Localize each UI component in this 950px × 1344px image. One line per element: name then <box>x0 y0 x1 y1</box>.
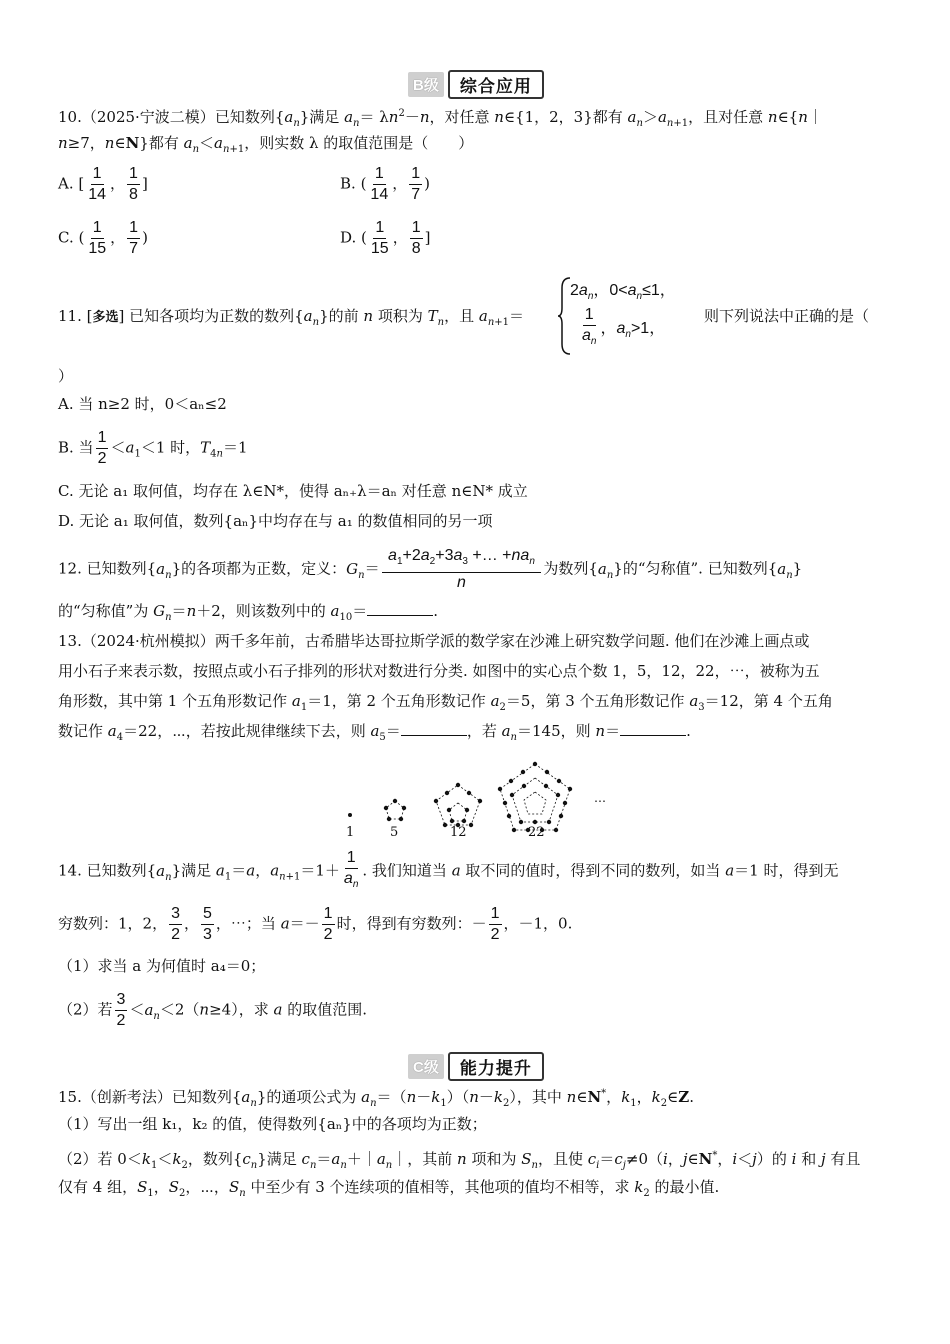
q15-line1: 15.（创新考法）已知数列$\{a_n\}$的通项公式为 $a_n=(n-k_1)(n-k_2)$，其中 n∈N*，$k_1$，$k_2\in Z$. <box>58 1088 694 1109</box>
q11-piece-1: $2a_n$，$0<a_n\le 1$， <box>570 282 676 303</box>
q12-line1: 12. 已知数列$\{a_n\}$的各项都为正数，定义：$G_n=$ $\frac{a_1+2a_2+3a_3 +\dots +na_n}{n}$ 为数列$\{a_n\}$的“匀称值”. 已知数列$\{a_n\}$ <box>58 547 803 592</box>
section-title: 综合应用 <box>448 70 544 99</box>
q11-option-b: B. 当 $\frac{1}{2}$ $<a_1<1$ 时，$T_{4n}=1$ <box>58 429 248 467</box>
q14-line1: 14. 已知数列$\{a_n\}$满足 $a_1=a$，$a_{n+1}=1+$ $\frac{1}{a_n}$ . 我们知道当 a 取不同的值时，得到不同的数列，如当 a＝1 时，得到无 <box>58 849 839 891</box>
section-title: 能力提升 <box>448 1052 544 1081</box>
figure-label-12: 12 <box>450 825 467 840</box>
figure-label-22: 22 <box>528 825 545 840</box>
q11-stem-end: 则下列说法中正确的是（ <box>704 307 870 325</box>
level-badge: C级 <box>408 1054 444 1079</box>
q13-line1: 13.（2024·杭州模拟）两千多年前，古希腊毕达哥拉斯学派的数学家在沙滩上研究数学问题. 他们在沙滩上画点或 <box>58 632 810 650</box>
q13-line3: 角形数，其中第 1 个五角形数记作 $a_1=1$，第 2 个五角形数记作 $a_2=5$，第 3 个五角形数记作 $a_3=12$，第 4 个五角 <box>58 692 833 713</box>
q11-piece-2: $\frac{1}{a_n}$ ，$a_n>1$， <box>582 306 666 348</box>
q11-option-c: C. 无论 a₁ 取何值，均存在 λ∈N*，使得 aₙ₊λ＝aₙ 对任意 n∈N* 成立 <box>58 482 528 500</box>
q10-line2: n≥7，n∈N}都有 $a_n<a_{n+1}$，则实数 λ 的取值范围是（ ） <box>58 134 474 155</box>
q11-close: ） <box>58 367 74 385</box>
q10-option-a: A. [ $\frac{1}{14}$ ， $\frac{1}{8}$ ] <box>58 165 148 203</box>
q15-part1: （1）写出一组 k₁，k₂ 的值，使得数列{aₙ}中的各项均为正数； <box>58 1115 487 1133</box>
q11-option-d: D. 无论 a₁ 取何值，数列{aₙ}中均存在与 a₁ 的数值相同的另一项 <box>58 512 493 530</box>
q10-option-c: C. ( $\frac{1}{15}$ ， $\frac{1}{7}$ ) <box>58 219 148 257</box>
q11-stem: 11. [多选] 已知各项均为正数的数列$\{a_n\}$的前 n 项积为 $T_n$，且 $a_{n+1}=$ <box>58 307 525 328</box>
pentagon-1 <box>348 813 352 817</box>
figure-label-1: 1 <box>346 825 355 840</box>
q10-line1: 10.（2025·宁波二模）已知数列$\{a_n\}$满足 $a_n= \lambda n^2-n$，对任意 n∈{1，2，3}都有 $a_n>a_{n+1}$，且对任意 n∈{n｜ <box>58 108 823 129</box>
q14-part2: （2）若 $\frac{3}{2}$ $<a_n<2(n\ge 4)$，求 a 的取值范围. <box>58 991 367 1029</box>
pentagon-5 <box>384 799 406 821</box>
q15-part2-line1: （2）若 $0<k_1<k_2$，数列$\{c_n\}$满足 $c_n=a_n+|a_n|$，其前 n 项和为 $S_n$，且使 $c_i=c_j\ne 0(i$，j∈N*，i＜j）的 i 和 j 有且 <box>58 1150 861 1171</box>
figure-label-5: 5 <box>390 825 399 840</box>
q15-part2-line2: 仅有 4 组，$S_1$，$S_2$，⋯，$S_n$ 中至少有 3 个连续项的值相等，其他项的值均不相等，求 $k_2$ 的最小值. <box>58 1178 720 1199</box>
q12-line2: 的“匀称值”为 $G_n=n+2$，则该数列中的 $a_{10}=$ . <box>58 602 439 623</box>
q10-option-d: D. ( $\frac{1}{15}$ ， $\frac{1}{8}$ ] <box>340 219 431 257</box>
level-badge: B级 <box>408 72 444 97</box>
pentagon-12 <box>434 783 482 827</box>
q14-line2: 穷数列：1，2， $\frac{3}{2}$ ， $\frac{5}{3}$ ，⋯；当 a＝－ $\frac{1}{2}$ 时，得到有穷数列：－ $\frac{1}{2}$ ，－1，0. <box>58 905 573 943</box>
q11-option-a: A. 当 n≥2 时，0＜aₙ≤2 <box>58 395 227 413</box>
q14-part1: （1）求当 a 为何值时 a₄＝0； <box>58 957 266 975</box>
section-c-banner <box>408 1052 544 1081</box>
figure-ellipsis: ⋯ <box>594 794 606 808</box>
pentagonal-figure <box>330 752 620 844</box>
q13-line2: 用小石子来表示数，按照点或小石子排列的形状对数进行分类. 如图中的实心点个数 1，5，12，22，⋯，被称为五 <box>58 662 820 680</box>
section-b-banner <box>408 70 544 99</box>
q10-option-b: B. ( $\frac{1}{14}$ ， $\frac{1}{7}$ ) <box>340 165 430 203</box>
q13-line4: 数记作 $a_4=22$，⋯，若按此规律继续下去，则 $a_5=$ ，若 $a_n=145$，则 n＝ . <box>58 722 691 743</box>
